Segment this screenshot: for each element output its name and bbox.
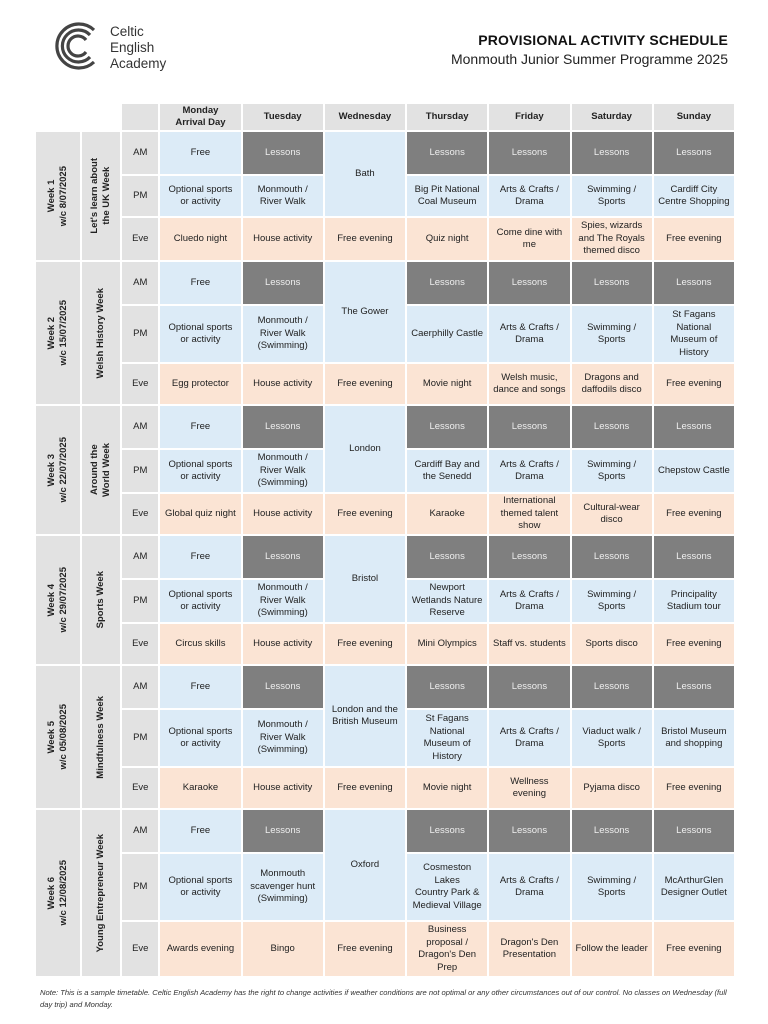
activity-cell: House activity	[242, 623, 324, 665]
activity-cell: Big Pit National Coal Museum	[406, 175, 488, 217]
activity-cell: Monmouth / River Walk (Swimming)	[242, 449, 324, 493]
title-sub: Monmouth Junior Summer Programme 2025	[450, 51, 728, 67]
activity-cell: Lessons	[571, 665, 653, 709]
week-row-eve	[35, 767, 735, 809]
activity-cell: Lessons	[406, 665, 488, 709]
activity-cell: St Fagans National Museum of History	[653, 305, 735, 363]
activity-cell: Movie night	[406, 363, 488, 405]
slot-label: AM	[121, 261, 159, 305]
week-theme-cell	[81, 261, 121, 405]
week-row-eve	[35, 493, 735, 535]
day-header: Thursday	[406, 103, 488, 131]
activity-cell: Mini Olympics	[406, 623, 488, 665]
activity-cell: Come dine with me	[488, 217, 570, 261]
activity-cell: Business proposal / Dragon's Den Prep	[406, 921, 488, 977]
activity-cell: Cardiff Bay and the Senedd	[406, 449, 488, 493]
brand-line-3: Academy	[110, 56, 167, 71]
activity-cell: Monmouth / River Walk	[242, 175, 324, 217]
activity-cell: House activity	[242, 217, 324, 261]
week-label: Week 6 w/c 12/08/2025	[46, 860, 70, 926]
activity-cell: Welsh music, dance and songs	[488, 363, 570, 405]
activity-cell: Optional sports or activity	[159, 709, 241, 767]
activity-cell: Lessons	[242, 665, 324, 709]
activity-cell: Lessons	[653, 405, 735, 449]
footnote: Note: This is a sample timetable. Celtic English Academy has the right to change activities if weather conditions are not optimal or any other circumstances out of our control. No classes on Wednesday (full day trip) and Monday.	[40, 988, 727, 1009]
activity-cell: Free	[159, 405, 241, 449]
week-label: Week 5 w/c 05/08/2025	[46, 704, 70, 770]
activity-cell: Free evening	[653, 363, 735, 405]
activity-cell: House activity	[242, 363, 324, 405]
activity-cell: Lessons	[242, 261, 324, 305]
activity-cell: Free evening	[653, 767, 735, 809]
title-main: PROVISIONAL ACTIVITY SCHEDULE	[478, 32, 728, 48]
week-label-cell	[35, 261, 81, 405]
activity-cell: Free evening	[324, 493, 406, 535]
week-label-cell	[35, 665, 81, 809]
activity-cell: Lessons	[242, 131, 324, 175]
activity-cell: Optional sports or activity	[159, 305, 241, 363]
week-label-cell	[35, 131, 81, 261]
activity-cell: Lessons	[406, 535, 488, 579]
week-theme: Mindfulness Week	[95, 695, 107, 779]
activity-cell: Circus skills	[159, 623, 241, 665]
day-header: Wednesday	[324, 103, 406, 131]
activity-cell: Cosmeston Lakes Country Park & Medieval Village	[406, 853, 488, 921]
schedule-table	[34, 102, 736, 978]
week-row-eve	[35, 921, 735, 977]
slot-label: Eve	[121, 767, 159, 809]
week-theme: Welsh History Week	[95, 287, 107, 379]
slot-label: AM	[121, 809, 159, 853]
week-row-am	[35, 261, 735, 305]
week-row-eve	[35, 623, 735, 665]
week-label-cell	[35, 809, 81, 977]
activity-cell: Swimming / Sports	[571, 449, 653, 493]
activity-cell: Free	[159, 535, 241, 579]
activity-cell: Lessons	[571, 809, 653, 853]
corner-cell	[35, 103, 121, 131]
activity-cell: Free	[159, 261, 241, 305]
activity-cell: Sports disco	[571, 623, 653, 665]
slot-label: Eve	[121, 493, 159, 535]
slot-label: AM	[121, 665, 159, 709]
week-theme: Sports Week	[95, 571, 107, 629]
week-row-am	[35, 665, 735, 709]
activity-cell: Monmouth / River Walk (Swimming)	[242, 709, 324, 767]
activity-cell: Lessons	[242, 535, 324, 579]
activity-cell: Lessons	[242, 405, 324, 449]
activity-cell: Arts & Crafts / Drama	[488, 305, 570, 363]
activity-cell: Lessons	[571, 405, 653, 449]
activity-cell: House activity	[242, 493, 324, 535]
activity-cell: Free	[159, 665, 241, 709]
activity-cell: Free evening	[324, 921, 406, 977]
activity-cell: Lessons	[653, 131, 735, 175]
activity-cell: Lessons	[242, 809, 324, 853]
activity-cell: St Fagans National Museum of History	[406, 709, 488, 767]
day-header: Saturday	[571, 103, 653, 131]
day-header: Friday	[488, 103, 570, 131]
activity-cell: Quiz night	[406, 217, 488, 261]
slot-label: Eve	[121, 921, 159, 977]
activity-cell: Lessons	[571, 261, 653, 305]
week-row-am	[35, 405, 735, 449]
activity-cell: Lessons	[653, 261, 735, 305]
activity-cell: Awards evening	[159, 921, 241, 977]
activity-cell: Lessons	[571, 131, 653, 175]
activity-cell: Lessons	[488, 405, 570, 449]
activity-cell: Lessons	[488, 809, 570, 853]
activity-cell: Free evening	[653, 623, 735, 665]
activity-cell: Arts & Crafts / Drama	[488, 175, 570, 217]
slot-label: Eve	[121, 363, 159, 405]
activity-cell: Swimming / Sports	[571, 853, 653, 921]
activity-cell: Monmouth / River Walk (Swimming)	[242, 579, 324, 623]
trip-cell: Oxford	[324, 809, 406, 921]
week-label: Week 4 w/c 29/07/2025	[46, 567, 70, 633]
week-theme-cell	[81, 665, 121, 809]
activity-cell: Monmouth / River Walk (Swimming)	[242, 305, 324, 363]
week-theme: Young Entrepreneur Week	[95, 833, 107, 953]
brand-line-1: Celtic	[110, 24, 144, 39]
activity-cell: Lessons	[653, 809, 735, 853]
activity-cell: Global quiz night	[159, 493, 241, 535]
activity-cell: Lessons	[488, 131, 570, 175]
week-label: Week 3 w/c 22/07/2025	[46, 437, 70, 503]
activity-cell: Optional sports or activity	[159, 579, 241, 623]
activity-cell: Chepstow Castle	[653, 449, 735, 493]
trip-cell: Bath	[324, 131, 406, 217]
activity-cell: McArthurGlen Designer Outlet	[653, 853, 735, 921]
week-theme-cell	[81, 131, 121, 261]
activity-cell: Lessons	[488, 261, 570, 305]
slot-label: AM	[121, 131, 159, 175]
week-row-eve	[35, 217, 735, 261]
activity-cell: Free evening	[653, 921, 735, 977]
activity-cell: Optional sports or activity	[159, 175, 241, 217]
activity-cell: Karaoke	[159, 767, 241, 809]
activity-cell: Lessons	[653, 535, 735, 579]
activity-cell: Optional sports or activity	[159, 449, 241, 493]
slot-label: PM	[121, 175, 159, 217]
activity-cell: Arts & Crafts / Drama	[488, 449, 570, 493]
slot-label: Eve	[121, 623, 159, 665]
activity-cell: Swimming / Sports	[571, 305, 653, 363]
activity-cell: Lessons	[406, 261, 488, 305]
activity-cell: Arts & Crafts / Drama	[488, 853, 570, 921]
activity-cell: Lessons	[488, 535, 570, 579]
activity-cell: Spies, wizards and The Royals themed disco	[571, 217, 653, 261]
activity-cell: Monmouth scavenger hunt (Swimming)	[242, 853, 324, 921]
day-header: Monday Arrival Day	[159, 103, 241, 131]
trip-cell: London and the British Museum	[324, 665, 406, 767]
slot-label: PM	[121, 709, 159, 767]
activity-cell: Arts & Crafts / Drama	[488, 709, 570, 767]
trip-cell: The Gower	[324, 261, 406, 363]
activity-cell: Newport Wetlands Nature Reserve	[406, 579, 488, 623]
slot-header-cell	[121, 103, 159, 131]
activity-cell: Pyjama disco	[571, 767, 653, 809]
activity-cell: Free	[159, 809, 241, 853]
week-theme: Around the World Week	[89, 442, 113, 498]
activity-cell: Cultural-wear disco	[571, 493, 653, 535]
activity-cell: Optional sports or activity	[159, 853, 241, 921]
activity-cell: Lessons	[406, 809, 488, 853]
week-row-am	[35, 535, 735, 579]
brand-name	[110, 24, 166, 72]
header-row	[35, 103, 735, 131]
week-theme-cell	[81, 535, 121, 665]
week-row-am	[35, 809, 735, 853]
activity-cell: Cluedo night	[159, 217, 241, 261]
week-label: Week 1 w/c 8/07/2025	[46, 165, 70, 227]
activity-cell: House activity	[242, 767, 324, 809]
slot-label: PM	[121, 579, 159, 623]
week-theme-cell	[81, 809, 121, 977]
activity-cell: Bristol Museum and shopping	[653, 709, 735, 767]
week-label-cell	[35, 535, 81, 665]
slot-label: PM	[121, 305, 159, 363]
activity-cell: Free evening	[324, 767, 406, 809]
activity-cell: Wellness evening	[488, 767, 570, 809]
activity-cell: Lessons	[488, 665, 570, 709]
celtic-c-logo-icon	[50, 20, 102, 72]
activity-cell: Staff vs. students	[488, 623, 570, 665]
activity-cell: Lessons	[571, 535, 653, 579]
slot-label: AM	[121, 535, 159, 579]
week-theme-cell	[81, 405, 121, 535]
activity-cell: International themed talent show	[488, 493, 570, 535]
slot-label: AM	[121, 405, 159, 449]
activity-cell: Cardiff City Centre Shopping	[653, 175, 735, 217]
week-row-eve	[35, 363, 735, 405]
activity-cell: Follow the leader	[571, 921, 653, 977]
activity-cell: Lessons	[406, 131, 488, 175]
activity-cell: Viaduct walk / Sports	[571, 709, 653, 767]
activity-cell: Movie night	[406, 767, 488, 809]
trip-cell: London	[324, 405, 406, 493]
slot-label: PM	[121, 449, 159, 493]
activity-cell: Swimming / Sports	[571, 175, 653, 217]
activity-cell: Swimming / Sports	[571, 579, 653, 623]
activity-cell: Free evening	[324, 217, 406, 261]
brand-logo	[50, 20, 190, 80]
week-label: Week 2 w/c 15/07/2025	[46, 300, 70, 366]
activity-cell: Dragons and daffodils disco	[571, 363, 653, 405]
trip-cell: Bristol	[324, 535, 406, 623]
activity-cell: Karaoke	[406, 493, 488, 535]
week-label-cell	[35, 405, 81, 535]
activity-cell: Caerphilly Castle	[406, 305, 488, 363]
activity-cell: Arts & Crafts / Drama	[488, 579, 570, 623]
activity-cell: Free evening	[653, 493, 735, 535]
activity-cell: Dragon's Den Presentation	[488, 921, 570, 977]
activity-cell: Lessons	[653, 665, 735, 709]
week-theme: Let's learn about the UK Week	[89, 158, 113, 234]
activity-cell: Free evening	[324, 623, 406, 665]
activity-cell: Lessons	[406, 405, 488, 449]
day-header: Sunday	[653, 103, 735, 131]
slot-label: PM	[121, 853, 159, 921]
activity-cell: Free	[159, 131, 241, 175]
activity-cell: Principality Stadium tour	[653, 579, 735, 623]
activity-cell: Free evening	[324, 363, 406, 405]
activity-cell: Egg protector	[159, 363, 241, 405]
activity-cell: Free evening	[653, 217, 735, 261]
brand-line-2: English	[110, 40, 155, 55]
slot-label: Eve	[121, 217, 159, 261]
activity-cell: Bingo	[242, 921, 324, 977]
day-header: Tuesday	[242, 103, 324, 131]
week-row-am	[35, 131, 735, 175]
document-title	[451, 32, 728, 67]
